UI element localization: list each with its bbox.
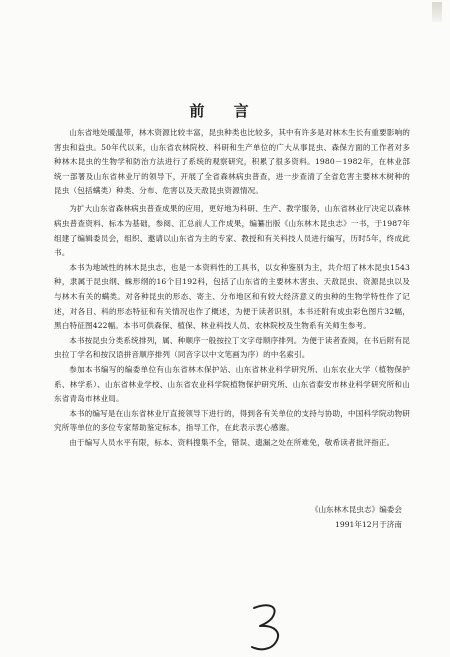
paragraph-3: 本书为地域性的林木昆虫志，也是一本资料性的工具书，以女种鉴别为主，共介绍了林木昆虫1543种，隶属于昆虫纲、蛛形纲的16个目192科，包括了山东省的主要林木害虫、天敌昆虫、资源昆虫以及与林木有关的螨类。对各种昆虫的形态、寄主、分布地区和有较大经济意义的虫种的生物学特性作了记述，对各目、科的形态特征和有关情况也作了概述，为便于读者识别，本书还附有成虫彩色图片32幅，黑白特征图422幅。本书可供森保、植保、林业科技人员、农林院校及生物系有关师生参考。	[54, 262, 410, 331]
signature-date: 1991年12月于济南	[335, 519, 402, 529]
paragraph-1: 山东省地处暖温带，林木资源比较丰富，昆虫种类也比较多，其中有许多是对林木生长有重要影响的害虫和益虫。50年代以来，山东省农林院校、科研和生产单位的广大从事昆虫、森保方面的工作者对多种林木昆虫的生物学和防治方法进行了系统的观察研究，积累了很多资料。1980－1982年，在林业部统一部署及山东省林业厅的领导下，开展了全省森林病虫普查，进一步查清了全省危害主要林木树种的昆虫（包括螨类）种类、分布、危害以及天敌昆虫资源情况。	[54, 128, 410, 196]
signature-block	[311, 503, 402, 532]
scan-edge-mark	[432, 2, 442, 22]
preface-title: 前 言	[189, 102, 261, 121]
paragraph-5: 参加本书编写的编委单位有山东省林木保护站、山东省林业科学研究所、山东农业大学（植物保护系、林学系）、山东省林业学校、山东省农业科学院植物保护研究所、山东省泰安市林业科学研究所和山东省青岛市林业局。	[54, 365, 410, 404]
preface-body	[54, 126, 410, 451]
paragraph-2: 为扩大山东省森林病虫普查成果的应用，更好地为科研、生产、教学服务，山东省林业厅决定以森林病虫普查资料、标本为基础，参阅、汇总前人工作成果，编纂出版《山东林木昆虫志》一书，于1987年组建了编辑委员会，组织、邀请以山东省为主的专家、教授和有关科技人员进行编写，历时5年，终成此书。	[54, 204, 410, 258]
paragraph-4: 本书按昆虫分类系统排列，属、种顺序一般按拉丁文字母顺序排列。为便于读者查阅，在书后附有昆虫拉丁学名和按汉语拼音顺序排列（同音字以中文笔画为序）的中名索引。	[54, 335, 410, 360]
paragraph-6: 本书的编写是在山东省林业厅直接领导下进行的，得到各有关单位的支持与协助，中国科学院动物研究所等单位的多位专家帮助鉴定标本，指导工作，在此表示衷心感谢。	[54, 408, 410, 433]
handwritten-page-number	[240, 598, 300, 653]
paragraph-7: 由于编写人员水平有限，标本、资料搜集不全，错误、遗漏之处在所难免，敬希读者批评指正。	[69, 437, 395, 447]
signature-org: 《山东林木昆虫志》编委会	[310, 505, 402, 514]
